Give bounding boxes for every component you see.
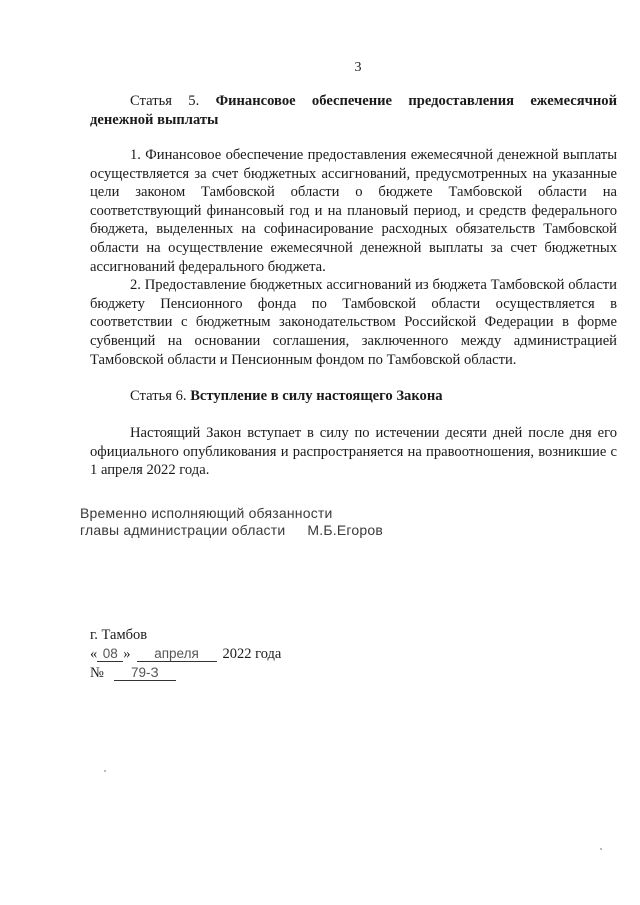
signatory-name: М.Б.Егоров — [307, 522, 383, 538]
signature-block — [80, 505, 383, 539]
article-6-title: Вступление в силу настоящего Закона — [190, 388, 443, 404]
article-5-body — [90, 146, 617, 369]
law-number: 79-З — [114, 665, 176, 681]
date-year: 2022 года — [222, 646, 282, 662]
date-line — [90, 645, 281, 664]
article-6-paragraph-1: Настоящий Закон вступает в силу по истечении десяти дней после дня его официального опубликования и распространяется на правоотношения, возникшие с 1 апреля 2022 года. — [90, 425, 617, 479]
date-month: апреля — [137, 646, 217, 662]
signature-position-line-1: Временно исполняющий обязанности — [80, 505, 333, 521]
article-6-heading — [90, 387, 617, 406]
page-number: 3 — [354, 60, 362, 75]
number-line — [90, 664, 281, 683]
place-date-block — [90, 626, 281, 683]
signature-position-line-2: главы администрации области — [80, 522, 286, 538]
scan-speck — [104, 770, 106, 772]
article-5-paragraph-2: 2. Предоставление бюджетных ассигнований из бюджета Тамбовской области бюджету Пенсионного фонда по Тамбовской области осуществляется в соответствии с бюджетным законодательством Российской Федерации в форме субвенций на основании соглашения, заключенного между администрацией Тамбовской области и Пенсионным фондом по Тамбовской области. — [90, 277, 617, 368]
article-6-body — [90, 424, 617, 480]
scan-speck — [600, 848, 602, 850]
date-close-quote: » — [123, 646, 131, 662]
article-5-paragraph-1: 1. Финансовое обеспечение предоставления ежемесячной денежной выплаты осуществляется за счет бюджетных ассигнований, предусмотренных на указанные цели законом Тамбовской области о бюджете Тамбовской области на соответствующий финансовый год и на плановый период, и средств федерального бюджета, выделенных на софинасирование расходных обязательств Тамбовской области на осуществление ежемесячной денежной выплаты за счет бюджетных ассигнований федерального бюджета. — [90, 147, 617, 275]
article-6-label: Статья 6. — [130, 388, 187, 404]
article-5-label: Статья 5. — [130, 93, 200, 109]
date-open-quote: « — [90, 646, 98, 662]
number-sign: № — [90, 665, 104, 681]
date-day: 08 — [97, 646, 123, 662]
city: г. Тамбов — [90, 627, 148, 643]
article-5-title: Финансовое обеспечение предоставления ежемесячной денежной выплаты — [90, 93, 617, 128]
article-5-heading — [90, 92, 617, 129]
